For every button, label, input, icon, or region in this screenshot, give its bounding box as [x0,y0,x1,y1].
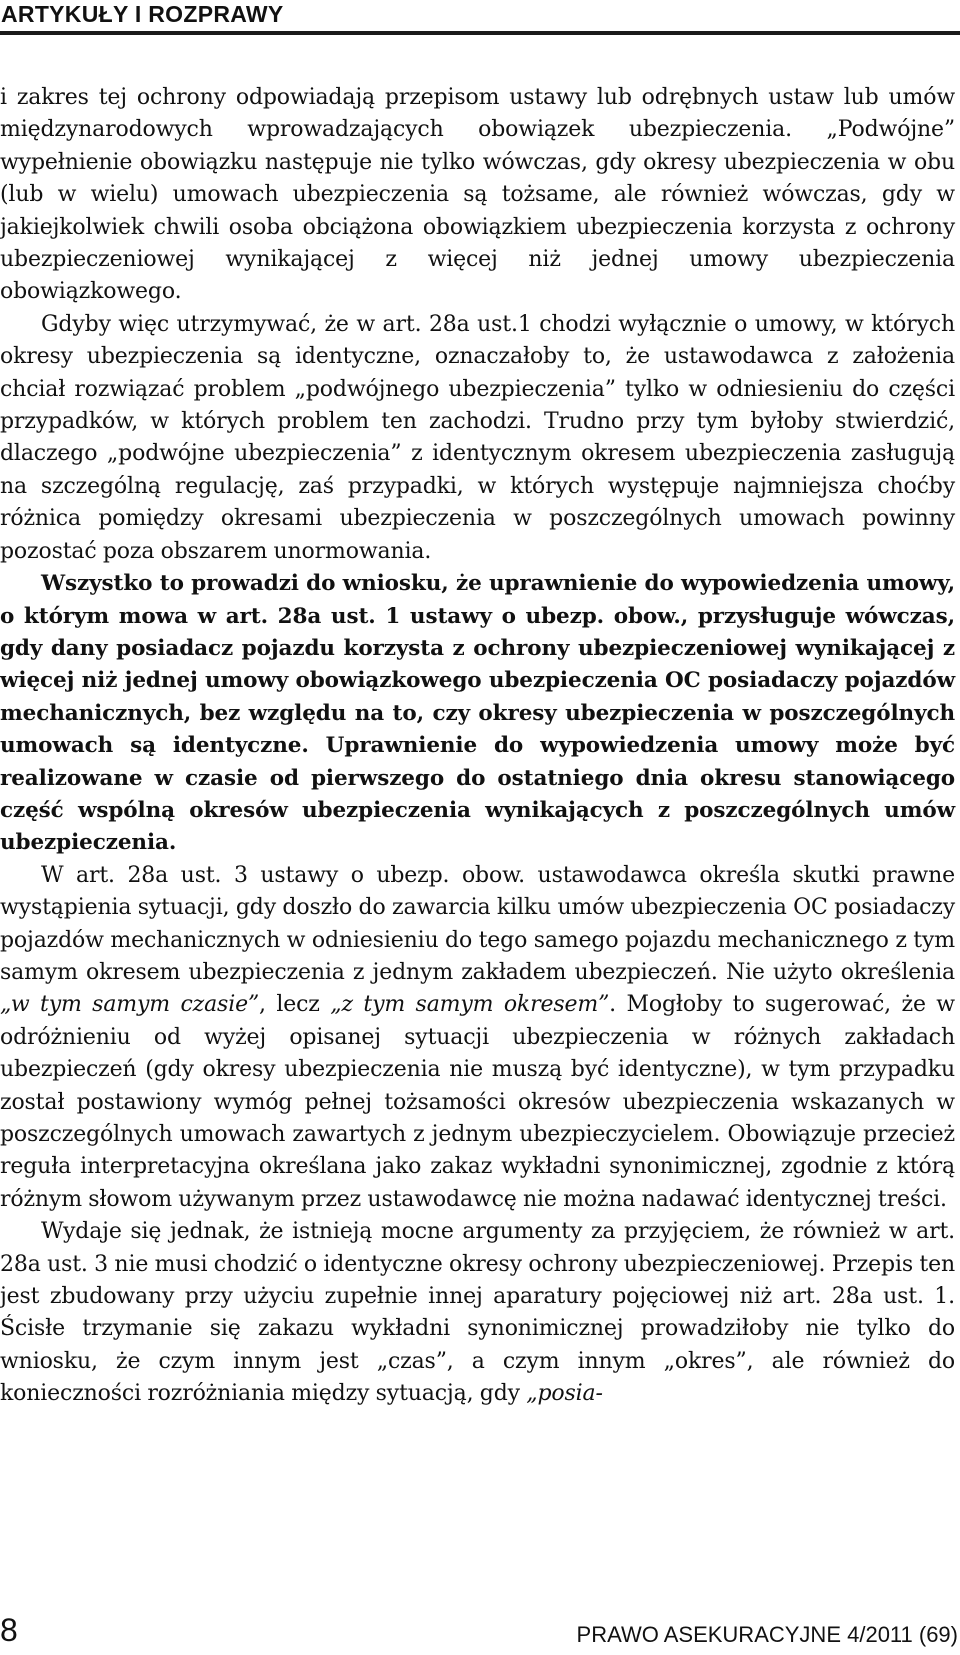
page-number: 8 [0,1612,18,1648]
text-run: . Mogłoby to sugerować, że w odróżnieniu od wyżej opisanej sytuacji ubezpieczenia w różnych zakładach ubezpieczeń (gdy okresy ubezpieczenia nie muszą być identyczne), w tym przypadku został postawiony wymóg pełnej tożsamości okresów ubezpieczenia wskazanych w poszczególnych umowach zawartych z jednym ubezpieczycielem. Obowiązuje przecież reguła interpretacyjna określana jako zakaz wykładni synonimicznej, zgodnie z którą różnym słowom używanym przez ustawodawcę nie można nadawać identycznej treści. [0,992,955,1212]
body-paragraph [0,82,955,309]
text-run: Wszystko to prowadzi do wniosku, że uprawnienie do wypowiedzenia umowy, o którym mowa w art. 28a ust. 1 ustawy o ubezp. obow., przysługuje wówczas, gdy dany posiadacz pojazdu korzysta z ochrony ubezpieczeniowej wynikającej z więcej niż jednej umowy obowiązkowego ubezpieczenia OC posiadaczy pojazdów mechanicznych, bez względu na to, czy okresy ubezpieczenia w poszczególnych umowach są identyczne. Uprawnienie do wypowiedzenia umowy może być realizowane w czasie od pierwszego do ostatniego dnia okresu stanowiącego część wspólną okresów ubezpieczenia wynikających z poszczególnych umów ubezpieczenia. [0,571,955,856]
body-paragraph [0,1216,955,1410]
header-rule [0,31,960,35]
italic-quote: „z tym samym okresem” [330,992,610,1018]
page-footer [0,1608,960,1648]
section-title: ARTYKUŁY I ROZPRAWY [1,1,284,27]
journal-name: PRAWO ASEKURACYJNE 4/2011 (69) [576,1622,958,1647]
thesis-paragraph [0,568,955,860]
text-run: , lecz [259,992,331,1018]
page-header [0,0,960,36]
text-run: i zakres tej ochrony odpowiadają przepisom ustawy lub odrębnych ustaw lub umów międzynarodowych wprowadzających obowiązek ubezpieczenia. „Podwójne” wypełnienie obowiązku następuje nie tylko wówczas, gdy okresy ubezpieczenia w obu (lub w wielu) umowach ubezpieczenia są tożsame, ale również wówczas, gdy w jakiejkolwiek chwili osoba obciążona obowiązkiem ubezpieczenia korzysta z ochrony ubezpieczeniowej wynikającej z więcej niż jednej umowy ubezpieczenia obowiązkowego. [0,85,955,305]
article-body [0,82,955,1411]
body-paragraph [0,309,955,568]
text-run: Gdyby więc utrzymywać, że w art. 28a ust.1 chodzi wyłącznie o umowy, w których okresy ubezpieczenia są identyczne, oznaczałoby to, że ustawodawca z założenia chciał rozwiązać problem „podwójnego ubezpieczenia” tylko w odniesieniu do części przypadków, w których problem ten zachodzi. Trudno przy tym byłoby stwierdzić, dlaczego „podwójne ubezpieczenia” z identycznym okresem ubezpieczenia zasługują na szczególną regulację, zaś przypadki, w których występuje najmniejsza choćby różnica pomiędzy okresami ubezpieczenia w poszczególnych umowach powinny pozostać poza obszarem unormowania. [0,311,955,564]
text-run: Wydaje się jednak, że istnieją mocne argumenty za przyjęciem, że również w art. 28a ust. 3 nie musi chodzić o identyczne okresy ochrony ubezpieczeniowej. Przepis ten jest zbudowany przy użyciu zupełnie innej aparatury pojęciowej niż art. 28a ust. 1. Ścisłe trzymanie się zakazu wykładni synonimicznej prowadziłoby nie tylko do wniosku, że czym innym jest „czas”, a czym innym „okres”, ale również do konieczności rozróżniania między sytuacją, gdy [0,1219,955,1407]
italic-quote: „w tym samym czasie” [0,992,260,1018]
body-paragraph [0,860,955,1216]
text-run: W art. 28a ust. 3 ustawy o ubezp. obow. ustawodawca określa skutki prawne wystąpienia sytuacji, gdy doszło do zawarcia kilku umów ubezpieczenia OC posiadaczy pojazdów mechanicznych w odniesieniu do tego samego pojazdu mechanicznego z tym samym okresem ubezpieczenia z jednym zakładem ubezpieczeń. Nie użyto określenia [0,862,955,985]
italic-quote: „posia- [526,1381,603,1407]
